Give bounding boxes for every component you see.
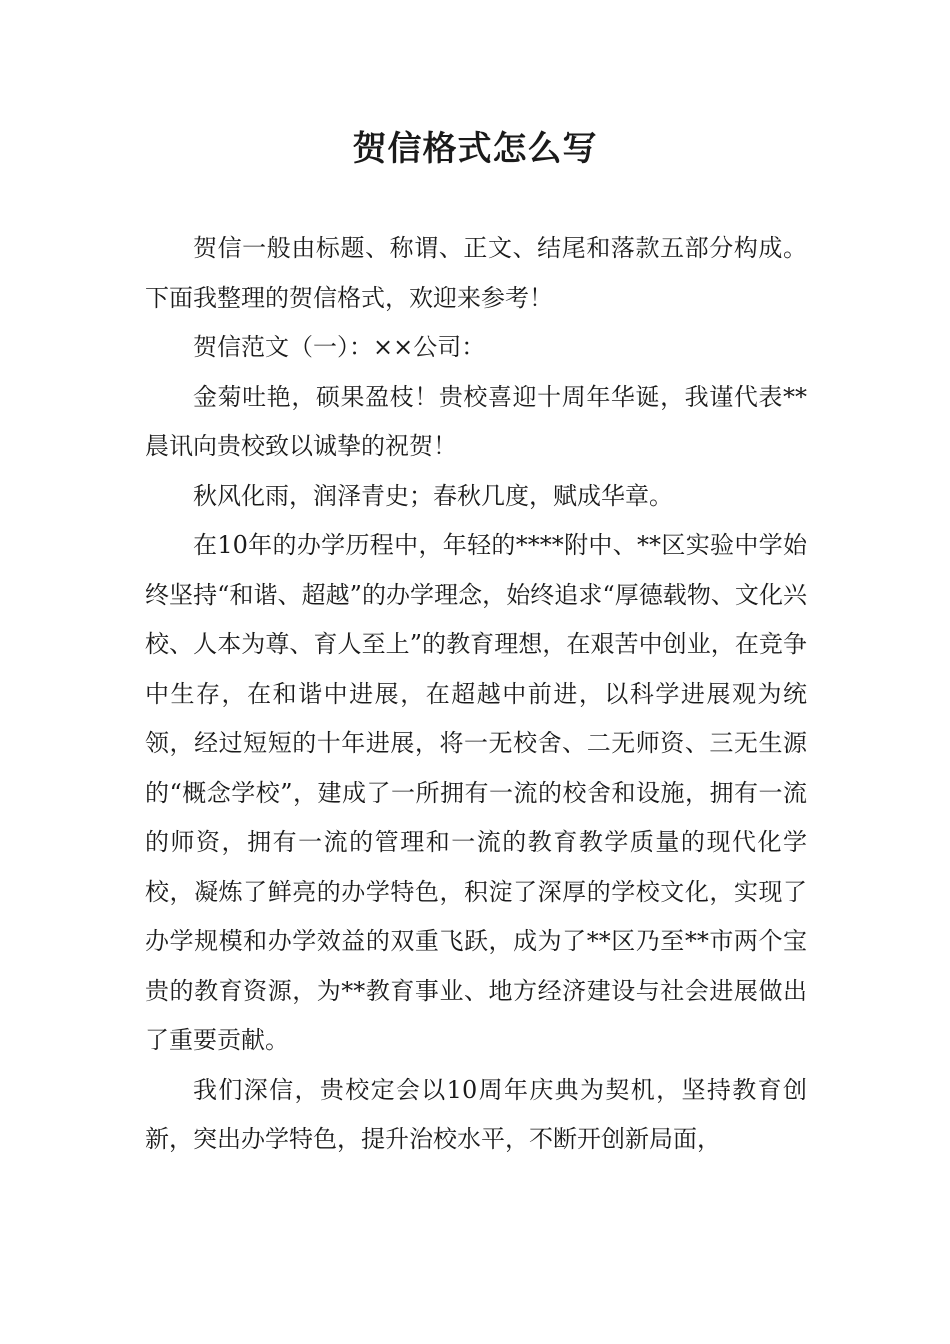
intro-paragraph: 贺信一般由标题、称谓、正文、结尾和落款五部分构成。下面我整理的贺信格式，欢迎来参考！ [145, 234, 807, 312]
poetic-paragraph: 秋风化雨，润泽青史；春秋几度，赋成华章。 [193, 481, 673, 510]
sample-heading-paragraph: 贺信范文（一）：××公司： [193, 333, 486, 361]
document-body [145, 224, 807, 1165]
history-paragraph: 在10年的办学历程中，年轻的****附中、**区实验中学始终坚持“和谐、超越”的办学理念，始终追求“厚德载物、文化兴校、人本为尊、育人至上”的教育理想，在艰苦中创业，在竞争中生存，在和谐中进展，在超越中前进，以科学进展观为统领，经过短短的十年进展，将一无校舍、二无师资、三无生源的“概念学校”，建成了一所拥有一流的校舍和设施，拥有一流的师资，拥有一流的管理和一流的教育教学质量的现代化学校，凝炼了鲜亮的办学特色，积淀了深厚的学校文化，实现了办学规模和办学效益的双重飞跃，成为了**区乃至**市两个宝贵的教育资源，为**教育事业、地方经济建设与社会进展做出了重要贡献。 [145, 531, 807, 1054]
wishes-paragraph: 我们深信，贵校定会以10周年庆典为契机，坚持教育创新，突出办学特色，提升治校水平，不断开创新局面， [145, 1075, 807, 1153]
greeting-paragraph: 金菊吐艳，硕果盈枝！贵校喜迎十周年华诞，我谨代表**晨讯向贵校致以诚挚的祝贺！ [145, 382, 807, 460]
document-title: 贺信格式怎么写 [352, 129, 598, 169]
